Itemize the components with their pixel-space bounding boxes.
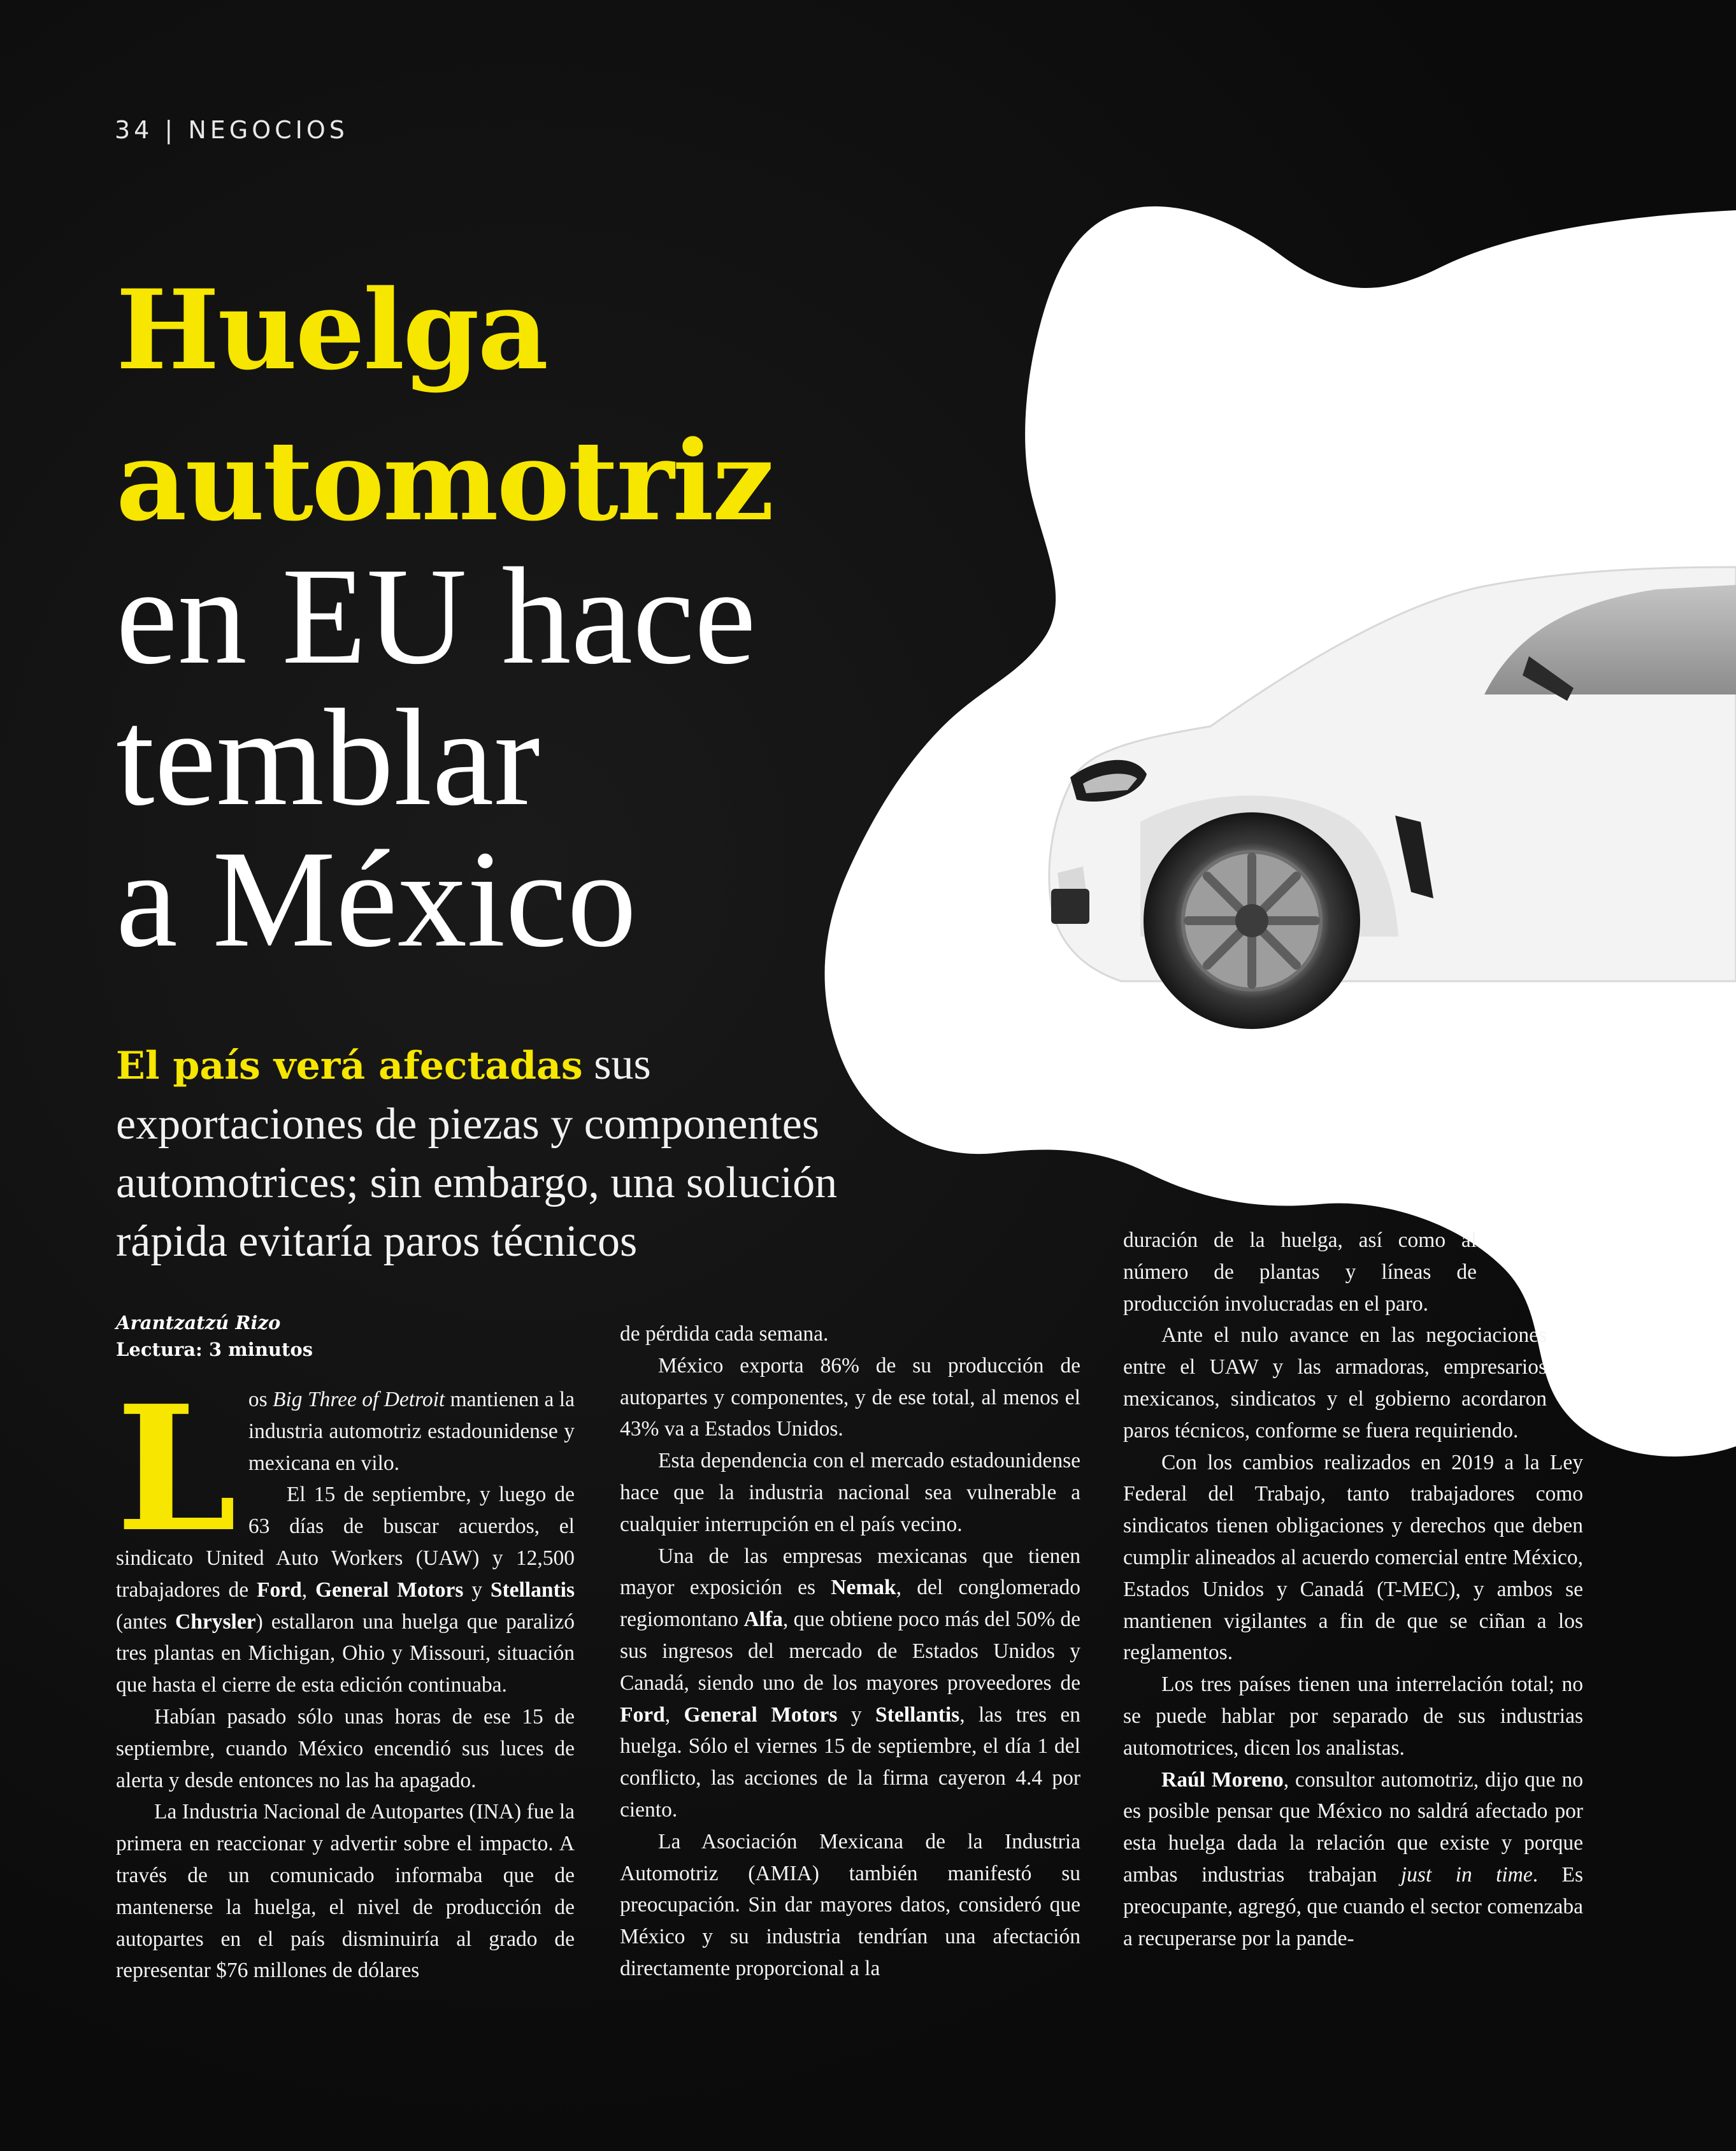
byline xyxy=(116,1309,313,1363)
paragraph: La Asociación Mexicana de la Industria Automotriz (AMIA) también manifestó su preocupación. Sin dar mayores datos, consideró que México y su industria tendrían una afectación directamente proporcional a la xyxy=(620,1829,1080,1980)
headline-light-line: a México xyxy=(116,823,637,976)
paragraph xyxy=(1123,1764,1583,1955)
company-name: Stellantis xyxy=(490,1578,575,1602)
headline-bold-line: Huelga xyxy=(116,265,547,394)
text: Una de las empresas mexicanas que tienen mayor exposición es xyxy=(620,1544,1080,1600)
company-name: Stellantis xyxy=(875,1702,960,1727)
text: mantienen a la industria automotriz estadounidense y mexicana en vilo. xyxy=(248,1388,575,1475)
author-name: Arantzatzú Rizo xyxy=(116,1312,281,1334)
article-column-3 xyxy=(1123,1225,1583,1954)
deck-subtitle xyxy=(116,1035,900,1271)
company-name: General Motors xyxy=(684,1702,838,1727)
paragraph: Los tres países tienen una interrelación total; no se puede hablar por separado de sus industrias automotrices, dicen los analistas. xyxy=(1123,1673,1583,1760)
text: y xyxy=(837,1702,876,1727)
headline xyxy=(116,252,919,976)
text: , xyxy=(664,1702,684,1727)
headline-light-line: temblar xyxy=(116,681,540,835)
paragraph xyxy=(620,1541,1080,1826)
company-name: Alfa xyxy=(743,1608,783,1632)
deck-text: sus exportaciones de piezas y componentes automotrices; sin embargo, una solución rápida evitaría paros técnicos xyxy=(116,1040,838,1266)
paragraph: La Industria Nacional de Autopartes (INA) fue la primera en reaccionar y advertir sobre el impacto. A través de un comunicado informaba que de mantenerse la huelga, el nivel de producción de autopartes en el país disminuiría al grado de representar $76 millones de dólares xyxy=(116,1800,575,1983)
text: (antes xyxy=(116,1609,176,1634)
paragraph: de pérdida cada semana. xyxy=(620,1322,829,1346)
text: . Es preocupante, agregó, que cuando el sector comenzaba a recuperarse por la pande- xyxy=(1123,1862,1583,1950)
italic-text: just in time xyxy=(1400,1862,1533,1887)
italic-text: Big Three of Detroit xyxy=(273,1388,445,1411)
paragraph: duración de la huelga, así como al número de plantas y líneas de producción involucradas en el paro. xyxy=(1123,1228,1477,1316)
text: , del conglomerado regiomontano xyxy=(620,1576,1080,1632)
article-column-2 xyxy=(620,1318,1080,1985)
company-name: Ford xyxy=(257,1578,302,1602)
text: , las tres en huelga. Sólo el viernes 15 de septiembre, el día 1 del conflicto, las acciones de la firma cayeron 4.4 por ciento. xyxy=(620,1702,1081,1822)
paragraph: Habían pasado sólo unas horas de ese 15 de septiembre, cuando México encendió sus luces de alerta y desde entonces no las ha apagado. xyxy=(116,1704,575,1792)
text: , consultor automotriz, dijo que no es posible pensar que México no saldrá afectado por esta huelga dada la relación que existe y porque ambas industrias trabajan xyxy=(1123,1767,1583,1887)
paragraph: Con los cambios realizados en 2019 a la Ley Federal del Trabajo, tanto trabajadores como sindicatos tienen obligaciones y derechos que deben cumplir alineados al acuerdo comercial entre México, Estados Unidos y Canadá (T-MEC), y ambos se mantienen vigilantes a fin de que se ciñan a los reglamentos. xyxy=(1123,1450,1583,1665)
headline-light-line: en EU hace xyxy=(116,540,756,693)
text: El 15 de septiembre, y luego de 63 días de buscar acuerdos, el sindicato United Auto Workers (UAW) y 12,500 trabajadores de xyxy=(116,1483,575,1602)
deck-highlight: El país verá afectadas xyxy=(116,1044,583,1088)
text: y xyxy=(463,1578,491,1602)
headline-bold-line: automotriz xyxy=(116,416,773,545)
company-name: Chrysler xyxy=(175,1609,256,1634)
paragraph: México exporta 86% de su producción de autopartes y componentes, y de ese total, al menos el 43% va a Estados Unidos. xyxy=(620,1353,1080,1441)
company-name: General Motors xyxy=(315,1578,464,1602)
paragraph: Ante el nulo avance en las negociaciones entre el UAW y las armadoras, empresarios mexicanos, sindicatos y el gobierno acordaron paros técnicos, conforme se fuera requiriendo. xyxy=(1123,1323,1547,1442)
section-label: 34 | NEGOCIOS xyxy=(115,116,348,144)
text: ) estallaron una huelga que paralizó tres plantas en Michigan, Ohio y Missouri, situación que hasta el cierre de esta edición continuaba. xyxy=(116,1609,575,1697)
text: , que obtiene poco más del 50% de sus ingresos del mercado de Estados Unidos y Canadá, siendo uno de los mayores proveedores de xyxy=(620,1608,1080,1695)
article-column-1 xyxy=(116,1367,575,1987)
drop-cap: L xyxy=(116,1367,237,1570)
text: os xyxy=(248,1388,273,1411)
company-name: Ford xyxy=(620,1702,665,1727)
company-name: Nemak xyxy=(831,1576,896,1600)
text: , xyxy=(301,1578,315,1602)
person-name: Raúl Moreno xyxy=(1161,1767,1284,1792)
paragraph: Esta dependencia con el mercado estadounidense hace que la industria nacional sea vulnerable a cualquier interrupción en el país vecino. xyxy=(620,1449,1080,1536)
reading-time: Lectura: 3 minutos xyxy=(116,1339,313,1360)
